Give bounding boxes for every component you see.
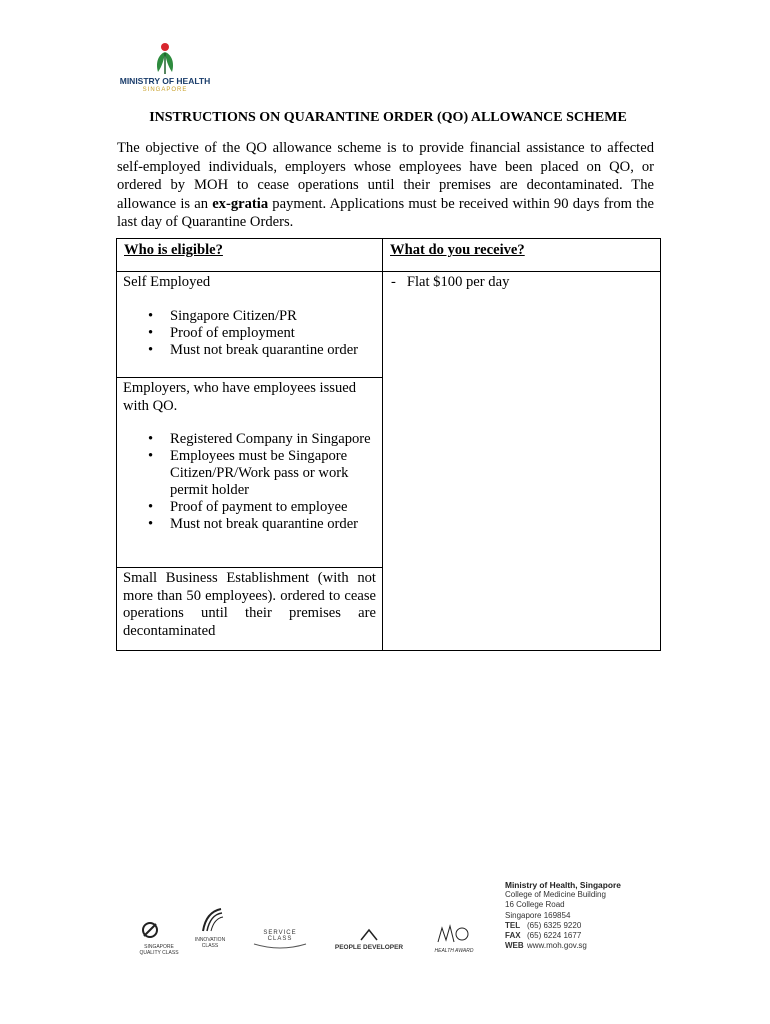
header-who-eligible: Who is eligible? (117, 239, 383, 272)
self-employed-cell (117, 272, 383, 378)
list-item: • Proof of payment to employee (170, 499, 376, 516)
footer-org: Ministry of Health, Singapore (505, 880, 621, 890)
service-class-logo (250, 922, 310, 942)
people-developer-label: PEOPLE DEVELOPER (334, 944, 404, 951)
moh-logo (115, 42, 215, 98)
fax-value: (65) 6224 1677 (527, 931, 582, 941)
receive-cell (383, 272, 661, 651)
list-item: • Must not break quarantine order (170, 516, 376, 533)
intro-text-2: payment. Applications must be received within 90 days from the last day of Quarantine Orders. (117, 195, 654, 230)
self-employed-list (123, 308, 376, 359)
footer-address (505, 880, 621, 951)
footer-address-line: College of Medicine Building (505, 890, 606, 900)
page-title: INSTRUCTIONS ON QUARANTINE ORDER (QO) ALLOWANCE SCHEME (149, 110, 627, 125)
innovation-class-icon (195, 905, 225, 935)
list-item: • Singapore Citizen/PR (170, 308, 376, 325)
small-business-cell: Small Business Establishment (with not more than 50 employees). ordered to cease operations until their premises are decontaminated (117, 568, 383, 651)
eligibility-table (116, 238, 661, 651)
tel-value: (65) 6325 9220 (527, 920, 582, 930)
receive-amount: Flat $100 per day (406, 274, 510, 290)
tel-label: TEL (505, 920, 521, 930)
list-item: • Must not break quarantine order (170, 342, 376, 359)
web-link[interactable]: www.moh.gov.sg (527, 941, 587, 951)
intro-text-1: The objective of the QO allowance scheme is to provide financial assistance to affected self-employed individuals, employers whose employees have been placed on QO, or ordered by MOH to cease operations until their premises are decontaminated. The allowance is an (117, 140, 654, 212)
employers-title: Employers, who have employees issued with QO. (123, 380, 357, 414)
service-class-label: SERVICE CLASS (263, 930, 297, 942)
quality-class-icon (140, 920, 178, 942)
list-item: • Proof of employment (170, 325, 376, 342)
footer-tel (505, 921, 621, 931)
fax-label: FAX (505, 931, 521, 941)
health-award-label: HEALTH AWARD (434, 948, 474, 954)
innovation-class-logo (188, 905, 232, 949)
people-developer-icon (359, 928, 379, 942)
health-award-icon (434, 922, 474, 946)
employers-list (123, 431, 376, 533)
innovation-class-label: INNOVATION CLASS (194, 937, 226, 949)
self-employed-title: Self Employed (123, 274, 211, 290)
receive-dash: - (391, 274, 396, 290)
web-label: WEB (505, 941, 524, 951)
table-header-row (117, 239, 661, 272)
list-item: • Registered Company in Singapore (170, 431, 376, 448)
footer-web (505, 941, 621, 951)
quality-class-label: SINGAPORE QUALITY CLASS (139, 944, 179, 956)
footer-fax (505, 931, 621, 941)
intro-bold: ex-gratia (212, 195, 269, 212)
logo-title: MINISTRY OF HEALTH (119, 76, 211, 86)
moh-emblem-icon (149, 42, 181, 76)
health-award-logo (432, 922, 476, 954)
footer-address-line: 16 College Road (505, 900, 565, 910)
quality-class-logo (138, 920, 180, 956)
intro-paragraph (117, 139, 654, 232)
logo-subtitle: SINGAPORE (142, 87, 188, 93)
list-item: • Employees must be Singapore Citizen/PR/Work pass or work permit holder (170, 448, 376, 499)
employers-cell (117, 378, 383, 568)
footer-address-line: Singapore 169854 (505, 910, 571, 920)
table-row (117, 272, 661, 378)
header-what-receive: What do you receive? (383, 239, 661, 272)
people-developer-logo (328, 928, 410, 951)
